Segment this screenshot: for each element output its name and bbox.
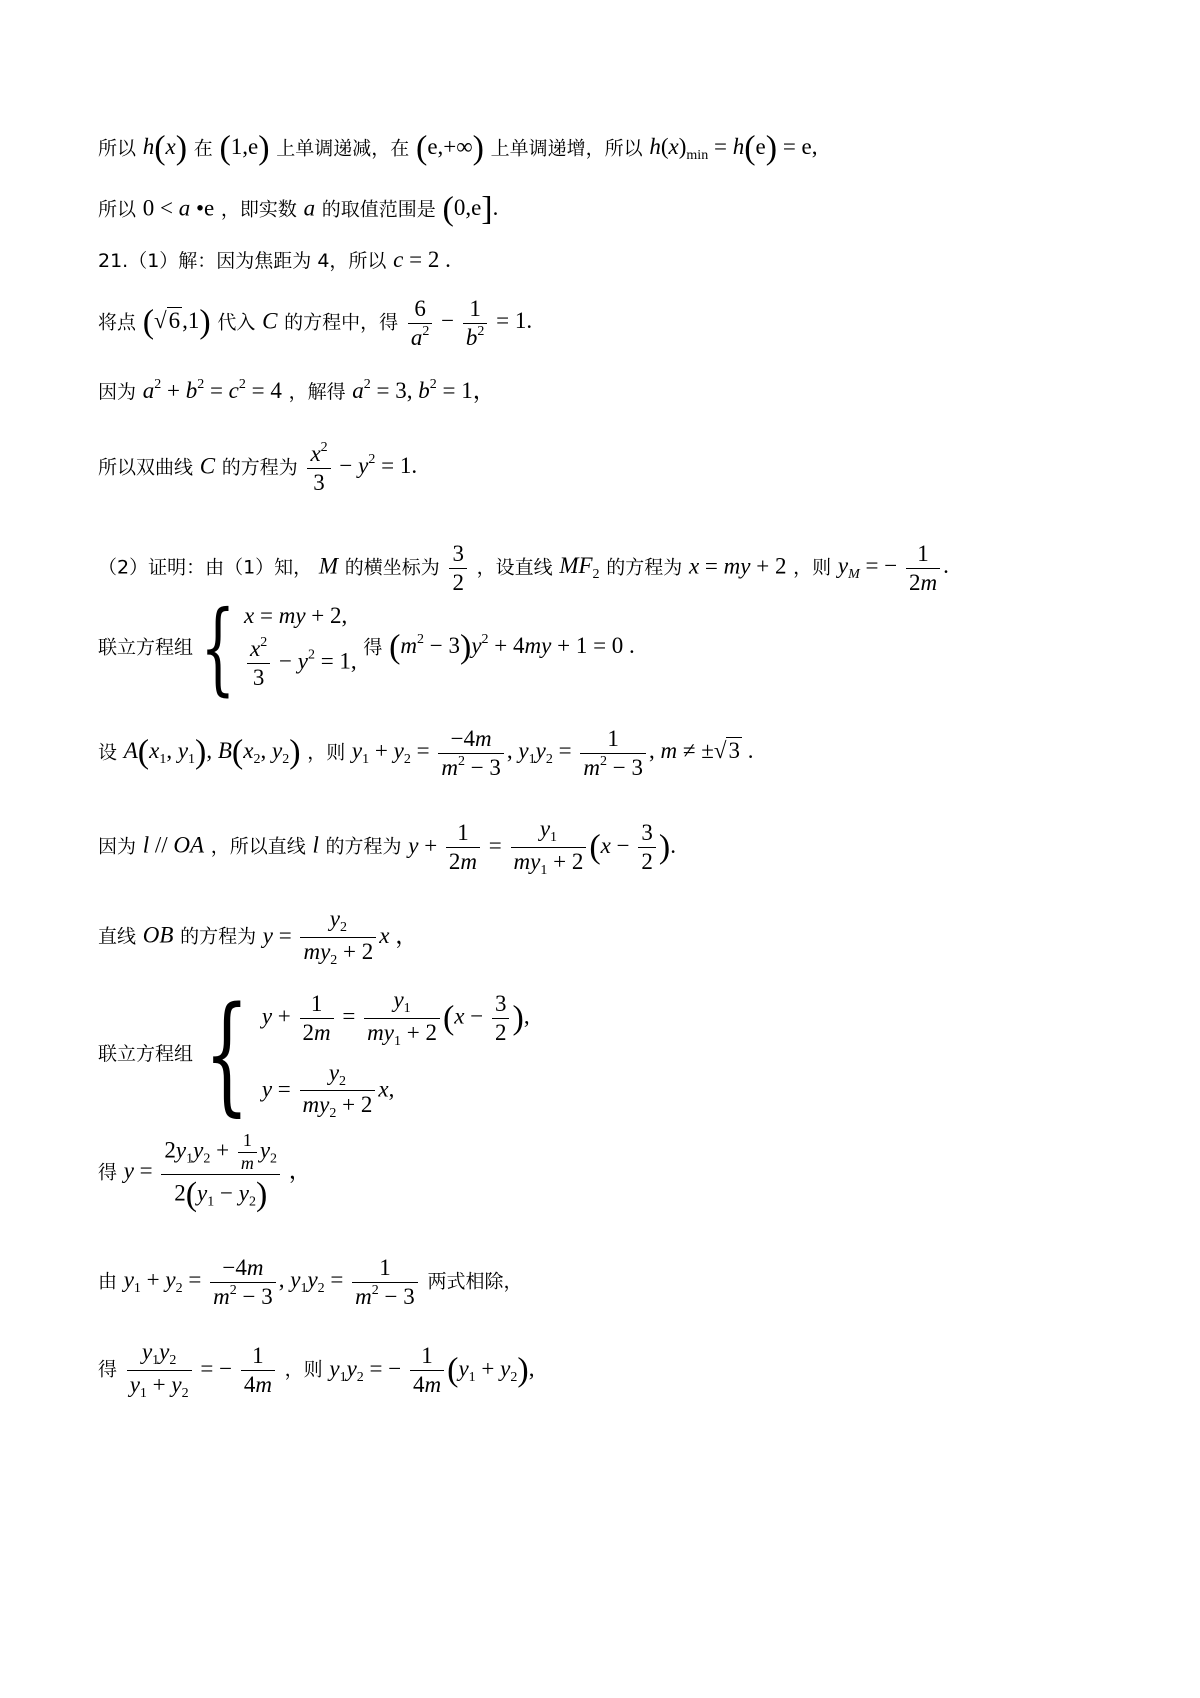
- text-line-7: （2）证明：由（1）知， M 的横坐标为 $\frac{3}{2}$ ，设直线 $MF_2$ 的方程为 x = my + 2 ，则 $y_M$ = − $\frac{1}{2m}$ .: [98, 541, 949, 595]
- text-line-10: 因为 l // OA ，所以直线 l 的方程为 y + $\frac{1}{2m}$ = $\frac{y_1}{my_1 + 2}$ (x − $\frac{3}{2}$ ).: [98, 816, 676, 878]
- math-var: l: [312, 832, 319, 858]
- math-expr: (√6,1): [142, 304, 211, 342]
- text-line-1: 所以 h(x) 在 (1,e) 上单调递减，在 (e,+∞) 上单调递增，所以 $h(x)_{min} = h(e) = e$,: [98, 130, 818, 167]
- text-line-6: 所以双曲线 C 的方程为 $\frac{x^2}{3}$ − $y^2 = 1$.: [98, 440, 418, 495]
- math-expr: $a^2 = 3$, $b^2 = 1$，: [352, 377, 496, 403]
- math-expr: $a^2 + b^2 = c^2 = 4$: [142, 377, 282, 403]
- math-expr: $y_1 + y_2$ = $\frac{-4m}{m^2 - 3}$ , $y_1y_2$ = $\frac{1}{m^2 - 3}$ , m ≠ ±√3 .: [351, 726, 754, 780]
- math-expr: (e,+∞): [415, 130, 484, 167]
- text-line-9: 设 $A(x_1$, $y_1$), $B(x_2$, $y_2$) ，则 $y_1 + y_2$ = $\frac{-4m}{m^2 - 3}$ , $y_1y_2$ = $\frac{1}{m^2 - 3}$ , m ≠ ±√3 .: [98, 726, 754, 780]
- math-expr: l // OA: [142, 832, 205, 858]
- equation-system: x = my + 2, $\frac{x^2}{3}$ − $y^2 = 1$,: [244, 603, 357, 690]
- math-expr: $\frac{x^2}{3}$ − $y^2 = 1$.: [304, 453, 417, 478]
- text-line-13: 得 y = $2y_1y_2$ + $\frac{1}{m}$ $y_2$ $2(y_1 - y_2)$ ，: [98, 1130, 312, 1216]
- math-expr: 0 < a •e: [142, 195, 215, 221]
- math-expr: $MF_2$: [559, 553, 600, 583]
- math-var: OB: [142, 922, 174, 948]
- math-expr: $(m^2 - 3)y^2 + 4my + 1 = 0$ .: [389, 629, 635, 666]
- math-expr: (1,e): [219, 130, 270, 167]
- text-line-15: 得 $\frac{y_1y_2}{y_1 + y_2}$ = − $\frac{1}{4m}$ ，则 $y_1y_2$ = − $\frac{1}{4m}$ $(y_1 + y_2)$,: [98, 1339, 535, 1401]
- math-expr: $y_1 + y_2$ = $\frac{-4m}{m^2 - 3}$ , $y_1y_2$ = $\frac{1}{m^2 - 3}$: [124, 1267, 421, 1292]
- math-expr: c = 2 .: [393, 247, 451, 272]
- text-line-3: 21.（1）解：因为焦距为 4，所以 c = 2 .: [98, 247, 451, 272]
- math-var: C: [199, 453, 216, 479]
- math-expr: $h(x)_{min} = h(e) = e$,: [649, 130, 818, 167]
- math-expr: h(x): [142, 130, 188, 167]
- math-expr: $\frac{y_1y_2}{y_1 + y_2}$ = − $\frac{1}{4m}$: [124, 1356, 278, 1381]
- math-expr: y + $\frac{1}{2m}$ = $\frac{y_1}{my_1 + 2}$ (x − $\frac{3}{2}$ ).: [408, 816, 676, 878]
- math-expr: $\frac{3}{2}$: [446, 553, 470, 578]
- text-line-5: 因为 $a^2 + b^2 = c^2 = 4$ ，解得 $a^2 = 3$, $b^2 = 1$，: [98, 377, 496, 403]
- math-expr: x = my + 2: [688, 553, 787, 579]
- text-line-2: 所以 0 < a •e ，即实数 a 的取值范围是 (0,e].: [98, 191, 499, 228]
- text-line-4: 将点 (√6,1) 代入 C 的方程中，得 $\frac{6}{a^2}$ − $\frac{1}{b^2}$ = 1.: [98, 296, 533, 350]
- math-expr: $y_1y_2$ = − $\frac{1}{4m}$ $(y_1 + y_2)$,: [329, 1343, 535, 1397]
- math-expr: y = $2y_1y_2$ + $\frac{1}{m}$ $y_2$ $2(y_1 - y_2)$ ，: [124, 1158, 312, 1183]
- text-line-11: 直线 OB 的方程为 y = $\frac{y_2}{my_2 + 2}$ x ，: [98, 906, 419, 968]
- math-expr: $y_M$ = − $\frac{1}{2m}$ .: [837, 541, 949, 595]
- text-line-8: 联立方程组 { x = my + 2, $\frac{x^2}{3}$ − $y^2 = 1$, 得 $(m^2 - 3)y^2 + 4my + 1 = 0$ .: [98, 589, 635, 706]
- text-line-14: 由 $y_1 + y_2$ = $\frac{-4m}{m^2 - 3}$ , $y_1y_2$ = $\frac{1}{m^2 - 3}$ 两式相除，: [98, 1255, 523, 1309]
- math-var: a: [303, 195, 316, 221]
- math-var: C: [262, 308, 278, 334]
- math-expr: $\frac{6}{a^2}$ − $\frac{1}{b^2}$ = 1.: [405, 308, 532, 333]
- text-line-12: 联立方程组 { y + $\frac{1}{2m}$ = $\frac{y_1}{my_1 + 2}$ (x − $\frac{3}{2}$ ), y = $\frac{y_2}{my_2 + 2}$ x,: [98, 979, 530, 1129]
- math-expr: $A(x_1$, $y_1$), $B(x_2$, $y_2$): [123, 734, 301, 772]
- equation-system: y + $\frac{1}{2m}$ = $\frac{y_1}{my_1 + 2}$ (x − $\frac{3}{2}$ ), y = $\frac{y_2}{my_2 + 2}$ x,: [261, 987, 530, 1122]
- math-expr: (0,e].: [442, 191, 499, 228]
- math-expr: y = $\frac{y_2}{my_2 + 2}$ x ，: [262, 906, 419, 968]
- math-var: M: [318, 553, 339, 579]
